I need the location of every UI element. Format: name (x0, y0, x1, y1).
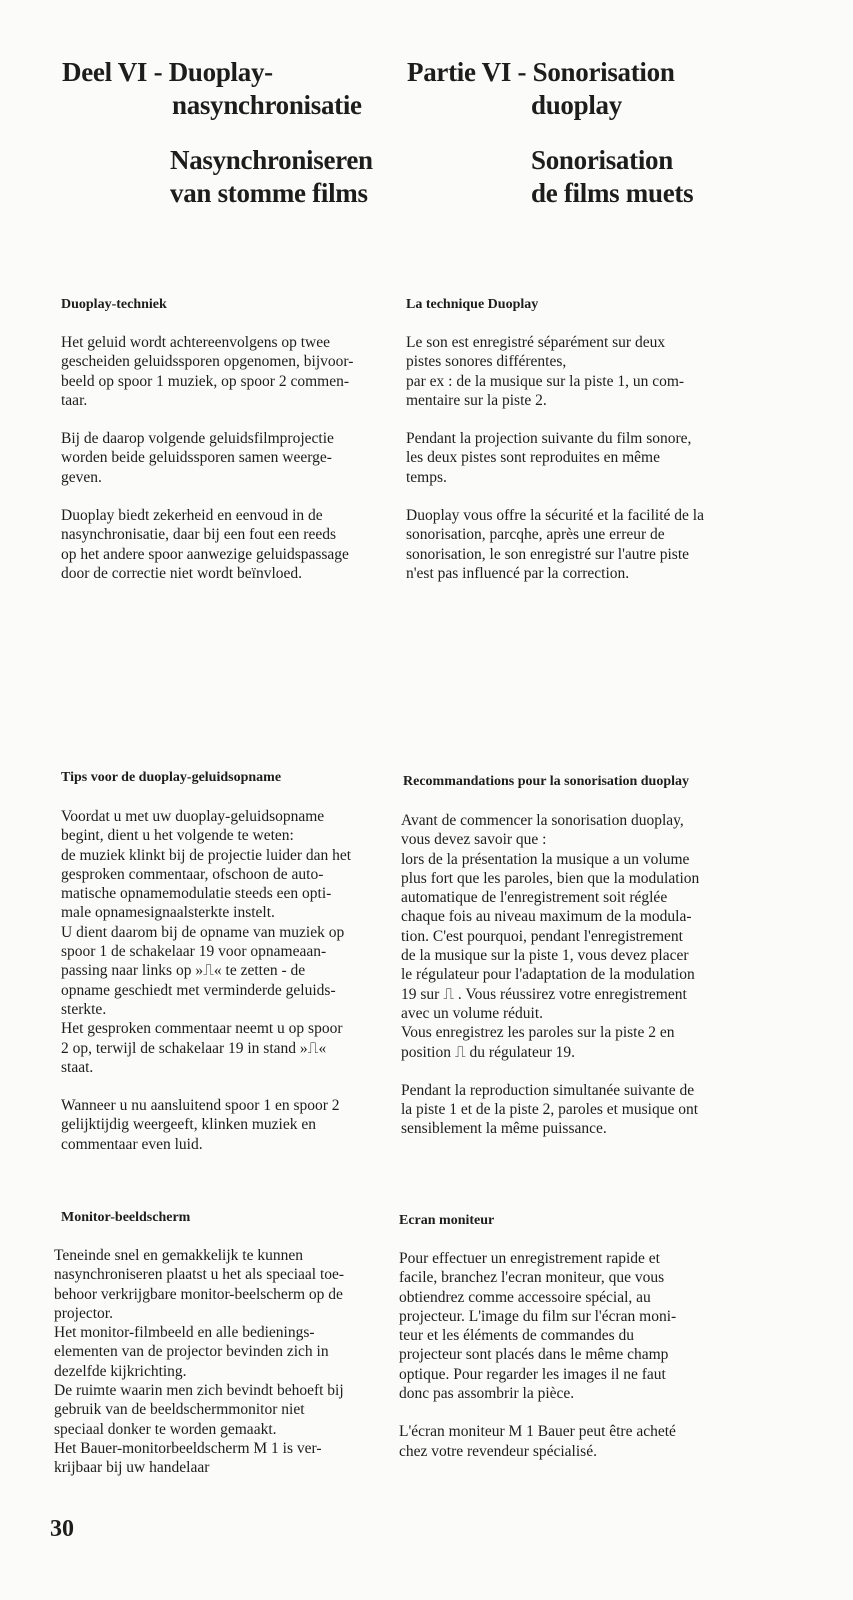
text-line: Pour effectuer un enregistrement rapide et (399, 1250, 660, 1267)
text-line: tion. C'est pourquoi, pendant l'enregistrement (401, 927, 683, 945)
section-heading-fr-recommandations: Recommandations pour la sonorisation duoplay (403, 774, 690, 789)
text-line: sterkte. (61, 1000, 107, 1018)
text-line: sonorisation, parcqhe, après une erreur de (406, 526, 665, 544)
text-line: gelijktijdig weergeeft, klinken muziek en (61, 1116, 316, 1134)
text-line: Het Bauer-monitorbeeldscherm M 1 is ver- (54, 1439, 322, 1457)
text-line: Voordat u met uw duoplay-geluidsopname (61, 808, 325, 825)
text-line: temps. (406, 468, 447, 486)
text-line: avec un volume réduit. (401, 1004, 544, 1022)
text-line: taar. (61, 391, 88, 409)
text-line: op het andere spoor aanwezige geluidspassage (61, 545, 349, 563)
text-line: speciaal donker te worden gemaakt. (54, 1420, 277, 1438)
text-line: optique. Pour regarder les images il ne faut (399, 1365, 666, 1383)
part-title-fr-line: Partie VI - Sonorisation (407, 57, 675, 87)
text-line: 2 op, terwijl de schakelaar 19 in stand »⎍« (61, 1039, 327, 1057)
section-heading-fr-ecran-moniteur: Ecran moniteur (399, 1213, 495, 1228)
text-line: Wanneer u nu aansluitend spoor 1 en spoor 2 (61, 1097, 340, 1115)
text-line: spoor 1 de schakelaar 19 voor opnameaan- (61, 943, 327, 961)
text-line: projecteur sont placés dans le même champ (399, 1346, 669, 1364)
text-line: le régulateur pour l'adaptation de la modulation (401, 966, 695, 984)
text-line: U dient daarom bij de opname van muziek op (61, 923, 345, 941)
text-line: Pendant la projection suivante du film sonore, (406, 430, 692, 448)
text-line: sensiblement la même puissance. (401, 1120, 607, 1138)
text-line: de muziek klinkt bij de projectie luider dan het (61, 846, 352, 864)
text-line: automatique de l'enregistrement soit réglée (401, 889, 668, 907)
section-body-nl-tips (61, 807, 351, 1154)
text-line: n'est pas influencé par la correction. (406, 564, 630, 582)
page-number: 30 (50, 1516, 74, 1542)
chapter-title-nl (170, 144, 373, 210)
text-line: opname geschiedt met verminderde geluids- (61, 981, 336, 999)
part-title-fr-line: duoplay (531, 90, 622, 120)
text-line: projector. (54, 1304, 113, 1322)
chapter-title-fr-line: de films muets (531, 178, 694, 208)
text-line: beeld op spoor 1 muziek, op spoor 2 commen- (61, 372, 349, 390)
text-line: matische opnamemodulatie steeds een opti- (61, 885, 332, 903)
text-line: Pendant la reproduction simultanée suivante de (401, 1081, 695, 1099)
section-body-fr-technique-duoplay (406, 333, 704, 583)
text-line: passing naar links op »⎍« te zetten - de (61, 962, 306, 980)
part-title-fr (407, 56, 675, 122)
text-line: Avant de commencer la sonorisation duoplay, (401, 812, 684, 829)
text-line: krijbaar bij uw handelaar (54, 1459, 210, 1477)
text-line: door de correctie niet wordt beïnvloed. (61, 564, 303, 582)
text-line: Het gesproken commentaar neemt u op spoor (61, 1020, 343, 1038)
text-line: behoor verkrijgbare monitor-beelscherm op de (54, 1285, 343, 1303)
text-line: Le son est enregistré séparément sur deux (406, 334, 666, 351)
text-line: chez votre revendeur spécialisé. (399, 1442, 597, 1460)
text-line: projecteur. L'image du film sur l'écran moni- (399, 1307, 677, 1325)
text-line: 19 sur ⎍ . Vous réussirez votre enregistrement (401, 985, 687, 1003)
text-line: dezelfde kijkrichting. (54, 1362, 187, 1380)
text-line: gebruik van de beeldschermmonitor niet (54, 1401, 305, 1419)
text-line: L'écran moniteur M 1 Bauer peut être acheté (399, 1423, 676, 1441)
text-line: lors de la présentation la musique a un volume (401, 850, 690, 868)
section-body-fr-ecran-moniteur (399, 1249, 676, 1461)
text-line: nasynchronisatie, daar bij een fout een reeds (61, 526, 337, 544)
text-line: staat. (61, 1058, 94, 1076)
text-line: commentaar even luid. (61, 1135, 203, 1153)
text-line: la piste 1 et de la piste 2, paroles et musique ont (401, 1101, 699, 1119)
section-body-nl-duoplay-techniek (61, 333, 353, 583)
text-line: les deux pistes sont reproduites en même (406, 449, 660, 467)
text-line: facile, branchez l'ecran moniteur, que vous (399, 1269, 665, 1287)
part-title-nl-line: nasynchronisatie (172, 90, 362, 120)
text-line: Vous enregistrez les paroles sur la piste 2 en (401, 1024, 675, 1042)
chapter-title-nl-line: Nasynchroniseren (170, 145, 373, 175)
text-line: sonorisation, le son enregistré sur l'autre piste (406, 545, 690, 563)
text-line: position ⎍ du régulateur 19. (401, 1043, 576, 1061)
part-title-nl (62, 56, 362, 122)
text-line: gesproken commentaar, ofschoon de auto- (61, 865, 324, 883)
text-line: Duoplay vous offre la sécurité et la facilité de la (406, 507, 704, 525)
text-line: male opnamesignaalsterkte instelt. (61, 904, 275, 922)
chapter-title-nl-line: van stomme films (170, 178, 368, 208)
section-body-fr-recommandations (401, 811, 699, 1139)
text-line: vous devez savoir que : (401, 831, 547, 849)
text-line: Bij de daarop volgende geluidsfilmprojectie (61, 430, 334, 448)
text-line: Het geluid wordt achtereenvolgens op twee (61, 334, 331, 351)
text-line: par ex : de la musique sur la piste 1, un com- (406, 372, 685, 390)
chapter-title-fr-line: Sonorisation (531, 145, 673, 175)
text-line: plus fort que les paroles, bien que la modulation (401, 869, 700, 887)
text-line: geven. (61, 468, 102, 486)
text-line: chaque fois au niveau maximum de la modula- (401, 908, 692, 926)
text-line: De ruimte waarin men zich bevindt behoeft bij (54, 1382, 344, 1400)
text-line: teur et les éléments de commandes du (399, 1327, 635, 1345)
text-line: Teneinde snel en gemakkelijk te kunnen (54, 1247, 303, 1264)
text-line: gescheiden geluidssporen opgenomen, bijvoor- (61, 353, 354, 371)
text-line: elementen van de projector bevinden zich in (54, 1343, 329, 1361)
text-line: donc pas assombrir la pièce. (399, 1385, 575, 1403)
text-line: obtiendrez comme accessoire spécial, au (399, 1288, 651, 1306)
text-line: Het monitor-filmbeeld en alle bedienings- (54, 1324, 315, 1342)
text-line: de la musique sur la piste 1, vous devez placer (401, 947, 689, 965)
chapter-title-fr (531, 144, 693, 210)
section-heading-fr-technique-duoplay: La technique Duoplay (406, 297, 539, 312)
section-heading-nl-monitor: Monitor-beeldscherm (61, 1210, 191, 1225)
text-line: nasynchroniseren plaatst u het als speciaal toe- (54, 1266, 345, 1284)
part-title-nl-line: Deel VI - Duoplay- (62, 57, 273, 87)
text-line: worden beide geluidssporen samen weerge- (61, 449, 332, 467)
section-heading-nl-tips: Tips voor de duoplay-geluidsopname (61, 770, 282, 785)
section-heading-nl-duoplay-techniek: Duoplay-techniek (61, 297, 167, 312)
section-body-nl-monitor (54, 1246, 344, 1478)
text-line: pistes sonores différentes, (406, 353, 567, 371)
text-line: mentaire sur la piste 2. (406, 391, 547, 409)
text-line: begint, dient u het volgende te weten: (61, 827, 294, 845)
text-line: Duoplay biedt zekerheid en eenvoud in de (61, 507, 323, 525)
